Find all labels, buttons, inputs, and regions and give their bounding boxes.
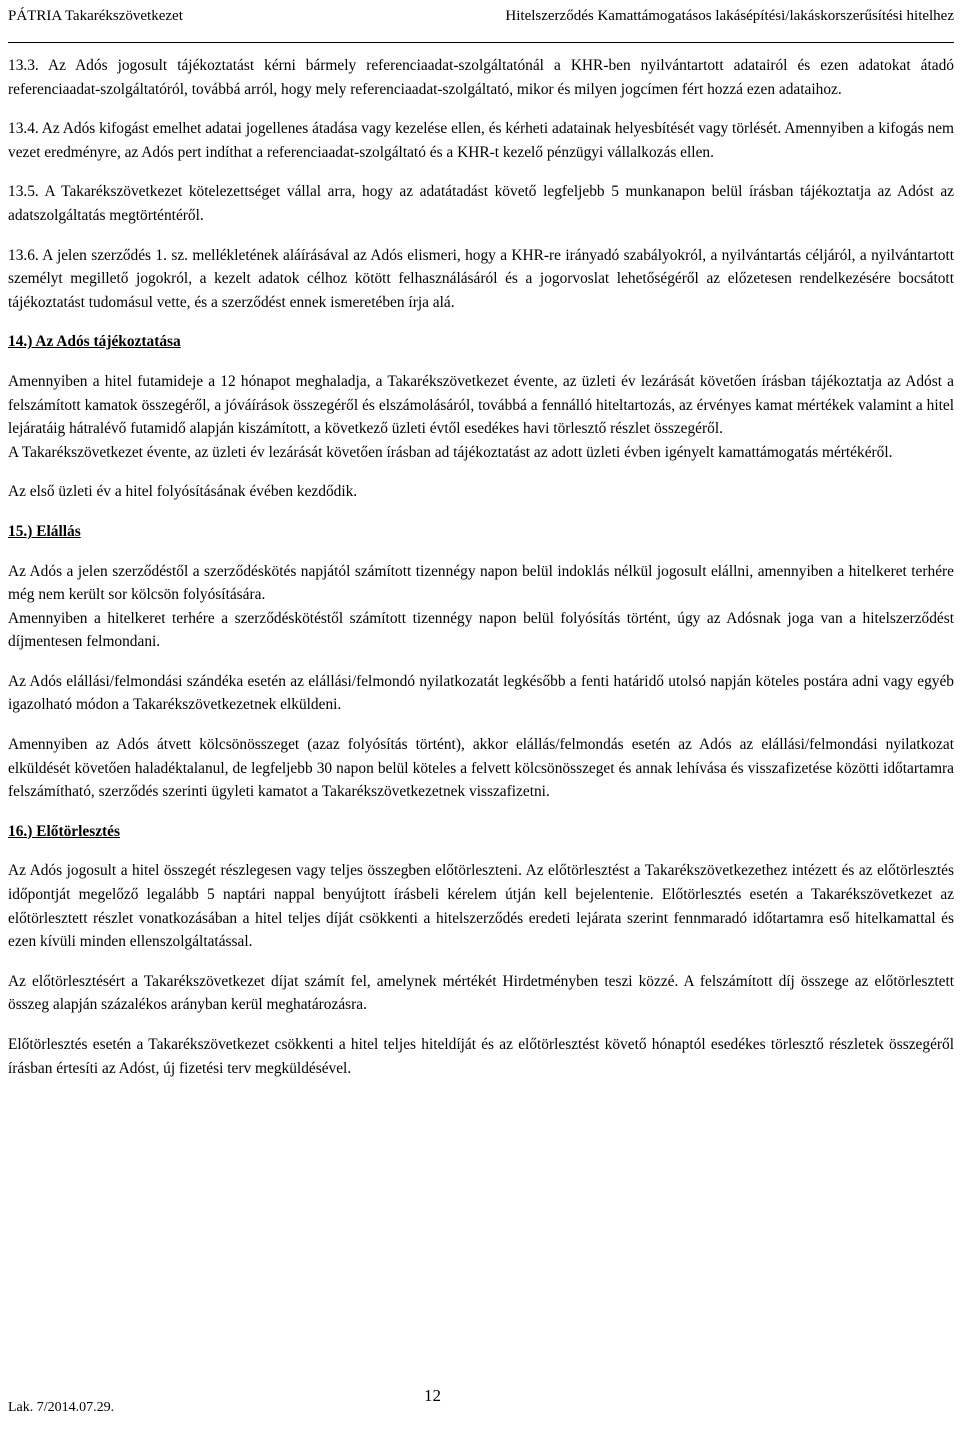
paragraph-15-3: Az Adós elállási/felmondási szándéka esetén az elállási/felmondó nyilatkozatát legkésőbb a fenti határidő utolsó napján köteles postára adni vagy egyéb igazolható módon a Takarékszövetkezetnek elküldeni. <box>8 672 954 714</box>
section-heading-15: 15.) Elállás <box>8 522 81 540</box>
paragraph-15-1: Az Adós a jelen szerződéstől a szerződéskötés napjától számított tizennégy napon belül indoklás nélkül jogosult elállni, amennyiben a hitelkeret terhére még nem került sor kölcsön folyósítására. <box>8 562 954 604</box>
footer-page-number: 12 <box>424 1386 441 1405</box>
paragraph-16-3: Előtörlesztés esetén a Takarékszövetkezet csökkenti a hitel teljes hiteldíját és az előtörlesztést követő hónaptól esedékes törlesztő részletek összegéről írásban értesíti az Adóst, új fizetési terv megküldésével. <box>8 1036 954 1077</box>
page-header <box>8 2 954 43</box>
section-heading-14: 14.) Az Adós tájékoztatása <box>8 333 181 351</box>
paragraph-13-4: 13.4. Az Adós kifogást emelhet adatai jogellenes átadása vagy kezelése ellen, és kérheti adatainak helyesbítését vagy törlését. Amennyiben a kifogás nem vezet eredményre, az Adós pert indíthat a referenciaadat-szolgáltató és a KHR-t kezelő pénzügyi vállalkozás ellen. <box>8 120 954 161</box>
paragraph-14-2: A Takarékszövetkezet évente, az üzleti év lezárását követően írásban ad tájékoztatást az adott üzleti évben igényelt kamattámogatás mértékéről. <box>8 443 893 461</box>
paragraph-14-3: Az első üzleti év a hitel folyósításának évében kezdődik. <box>8 483 358 501</box>
header-document-title: Hitelszerződés Kamattámogatásos lakásépítési/lakáskorszerűsítési hitelhez <box>505 8 954 24</box>
paragraph-16-2: Az előtörlesztésért a Takarékszövetkezet díjat számít fel, amelynek mértékét Hirdetményben teszi közzé. A felszámított díj összege az előtörlesztett összeg alapján százalékos arányban kerül meghatározásra. <box>8 972 954 1014</box>
paragraph-13-6: 13.6. A jelen szerződés 1. sz. mellékletének aláírásával az Adós elismeri, hogy a KHR-re irányadó szabályokról, a nyilvántartás céljáról, a nyilvántartott személyt megillető jogokról, a kezelt adatok célhoz kötött felhasználásáról és a jogorvoslat lehetőségéről az előzetesen rendelkezésére bocsátott tájékoztatást tudomásul vette, és a szerződést ennek ismeretében írja alá. <box>8 246 954 311</box>
paragraph-16-1: Az Adós jogosult a hitel összegét részlegesen vagy teljes összegben előtörleszteni. Az előtörlesztést a Takarékszövetkezethez intézett és az előtörlesztés időpontját megelőző legalább 5 naptári nappal benyújtott írásbeli kérelem útján kell bejelentenie. Előtörlesztés esetén a Takarékszövetkezet az előtörlesztett részlet vonatkozásában a hitel teljes díját csökkenti a hitelszerződés eredeti lejárata szerint fennmaradó időtartamra eső hitelkamattal és ezen kívüli minden ellenszolgáltatással. <box>8 862 954 951</box>
section-heading-16: 16.) Előtörlesztés <box>8 822 120 840</box>
paragraph-15-4: Amennyiben az Adós átvett kölcsönösszeget (azaz folyósítás történt), akkor elállás/felmondás esetén az Adós az elállási/felmondási nyilatkozat elküldését követően haladéktalanul, de legfeljebb 30 napon belül köteles a felvett kölcsönösszeget és annak lehívása és visszafizetése közötti időtartamra felszámítható, szerződés szerinti ügyleti kamatot a Takarékszövetkezetnek visszafizetni. <box>8 736 954 801</box>
header-bank-name: PÁTRIA Takarékszövetkezet <box>8 8 183 24</box>
paragraph-14-1: Amennyiben a hitel futamideje a 12 hónapot meghaladja, a Takarékszövetkezet évente, az üzleti év lezárását követően írásban tájékoztatja az Adóst a felszámított kamatok összegéről, a jóváírások összegéről és elszámolásáról, továbbá a fennálló hiteltartozás, az érvényes kamat mértékek valamint a hitel lejáratáig hátralévő futamidő alapján kiszámított, a következő üzleti évtől esedékes havi törlesztő részlet összegéről. <box>8 372 954 438</box>
footer-document-code: Lak. 7/2014.07.29. <box>8 1400 115 1415</box>
document-body <box>8 54 954 1080</box>
paragraph-13-5: 13.5. A Takarékszövetkezet kötelezettséget vállal arra, hogy az adatátadást követő legfeljebb 5 munkanapon belül írásban tájékoztatja az Adóst az adatszolgáltatás megtörténtéről. <box>8 183 954 224</box>
paragraph-15-2: Amennyiben a hitelkeret terhére a szerződéskötéstől számított tizennégy napon belül folyósítás történt, úgy az Adósnak joga van a hitelszerződést díjmentesen felmondani. <box>8 609 954 651</box>
paragraph-13-3: 13.3. Az Adós jogosult tájékoztatást kérni bármely referenciaadat-szolgáltatónál a KHR-ben nyilvántartott adatairól és ezen adatokat átadó referenciaadat-szolgáltatóról, továbbá arról, hogy mely referenciaadat-szolgáltató, mikor és milyen jogcímen fért hozzá ezen adataihoz. <box>8 57 954 98</box>
